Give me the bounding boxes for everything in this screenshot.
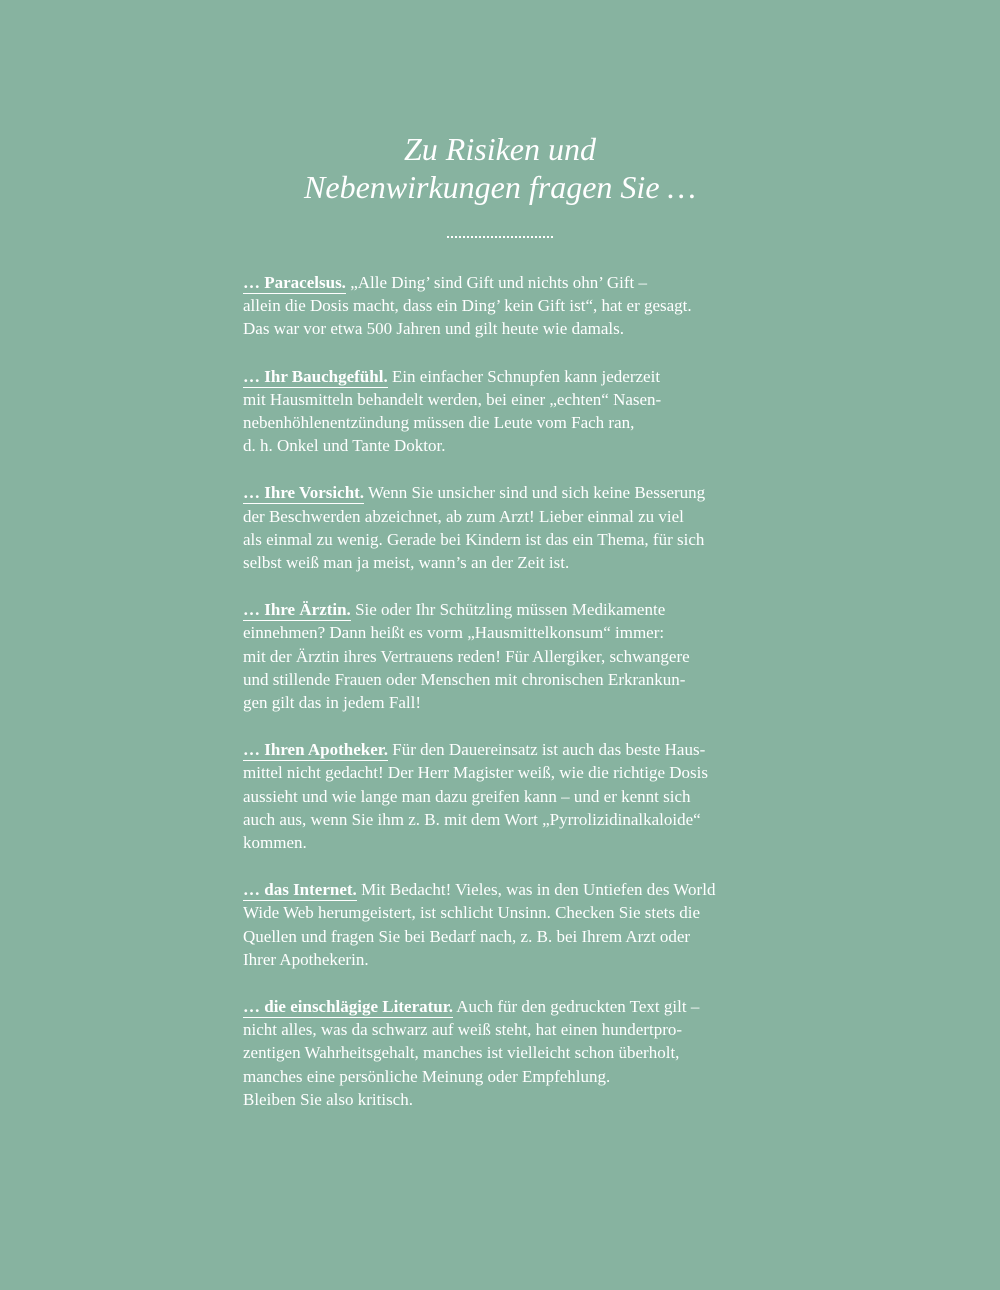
paragraph-line: [243, 738, 763, 761]
paragraph-paracelsus: [243, 271, 763, 341]
paragraph-internet: [243, 878, 763, 971]
paragraph-line: der Beschwerden abzeichnet, ab zum Arzt! Lieber einmal zu viel: [243, 506, 684, 526]
paragraph-heading: … Ihre Vorsicht.: [243, 483, 365, 503]
paragraph-line: [243, 365, 763, 388]
paragraph-line: Quellen und fragen Sie bei Bedarf nach, z. B. bei Ihrem Arzt oder: [243, 926, 691, 946]
paragraph-line: Das war vor etwa 500 Jahren und gilt heute wie damals.: [243, 319, 624, 339]
paragraph-line: [243, 481, 763, 504]
paragraph-heading: … Ihren Apotheker.: [243, 740, 388, 760]
paragraph-line: [243, 878, 763, 901]
paragraph-line: gen gilt das in jedem Fall!: [243, 693, 421, 713]
title-line-1: Zu Risiken und: [404, 131, 596, 167]
paragraph-apotheker: [243, 738, 763, 854]
paragraph-line: einnehmen? Dann heißt es vorm „Hausmittelkonsum“ immer:: [243, 623, 665, 643]
dotted-divider: [447, 236, 553, 238]
paragraph-line: nicht alles, was da schwarz auf weiß steht, hat einen hundertpro-: [243, 1020, 683, 1040]
paragraph-bauchgefuehl: [243, 365, 763, 458]
paragraph-line: selbst weiß man ja meist, wann’s an der Zeit ist.: [243, 553, 570, 573]
paragraph-text: Auch für den gedruckten Text gilt –: [456, 997, 700, 1017]
paragraph-line: kommen.: [243, 833, 307, 853]
paragraph-line: mittel nicht gedacht! Der Herr Magister weiß, wie die richtige Dosis: [243, 763, 708, 783]
paragraph-text: Mit Bedacht! Vieles, was in den Untiefen des World: [361, 880, 716, 900]
paragraph-line: [243, 271, 763, 294]
paragraph-literatur: [243, 995, 763, 1111]
paragraph-heading: … Paracelsus.: [243, 273, 346, 292]
body-text: [243, 271, 763, 1135]
paragraph-heading: … Ihr Bauchgefühl.: [243, 366, 388, 386]
paragraph-line: auch aus, wenn Sie ihm z. B. mit dem Wort „Pyrrolizidinalkaloide“: [243, 809, 701, 829]
paragraph-line: Ihrer Apothekerin.: [243, 949, 369, 969]
title-line-2: Nebenwirkungen fragen Sie …: [304, 169, 696, 205]
paragraph-line: allein die Dosis macht, dass ein Ding’ kein Gift ist“, hat er gesagt.: [243, 296, 692, 316]
paragraph-text: Sie oder Ihr Schützling müssen Medikamente: [355, 600, 666, 620]
paragraph-text: Ein einfacher Schnupfen kann jederzeit: [391, 366, 661, 386]
paragraph-line: Wide Web herumgeistert, ist schlicht Unsinn. Checken Sie stets die: [243, 903, 701, 923]
paragraph-line: zentigen Wahrheitsgehalt, manches ist vielleicht schon überholt,: [243, 1043, 680, 1063]
paragraph-aerztin: [243, 598, 763, 714]
paragraph-text: Wenn Sie unsicher sind und sich keine Besserung: [368, 483, 706, 503]
paragraph-heading: … die einschlägige Literatur.: [243, 997, 453, 1017]
paragraph-heading: … Ihre Ärztin.: [243, 600, 351, 620]
paragraph-line: mit der Ärztin ihres Vertrauens reden! Für Allergiker, schwangere: [243, 646, 690, 666]
paragraph-line: als einmal zu wenig. Gerade bei Kindern ist das ein Thema, für sich: [243, 529, 705, 549]
paragraph-line: nebenhöhlenentzündung müssen die Leute vom Fach ran,: [243, 413, 635, 433]
paragraph-line: aussieht und wie lange man dazu greifen kann – und er kennt sich: [243, 786, 691, 806]
paragraph-heading: … das Internet.: [243, 880, 357, 900]
paragraph-line: manches eine persönliche Meinung oder Empfehlung.: [243, 1066, 611, 1086]
paragraph-line: Bleiben Sie also kritisch.: [243, 1089, 413, 1109]
paragraph-text: Für den Dauereinsatz ist auch das beste Haus-: [392, 740, 706, 760]
paragraph-line: [243, 995, 763, 1018]
paragraph-text: „Alle Ding’ sind Gift und nichts ohn’ Gift –: [350, 273, 648, 292]
paragraph-line: d. h. Onkel und Tante Doktor.: [243, 436, 446, 456]
paragraph-line: [243, 598, 763, 621]
paragraph-line: mit Hausmitteln behandelt werden, bei einer „echten“ Nasen-: [243, 389, 662, 409]
paragraph-vorsicht: [243, 481, 763, 574]
paragraph-line: und stillende Frauen oder Menschen mit chronischen Erkrankun-: [243, 669, 686, 689]
page-title: [0, 130, 1000, 238]
